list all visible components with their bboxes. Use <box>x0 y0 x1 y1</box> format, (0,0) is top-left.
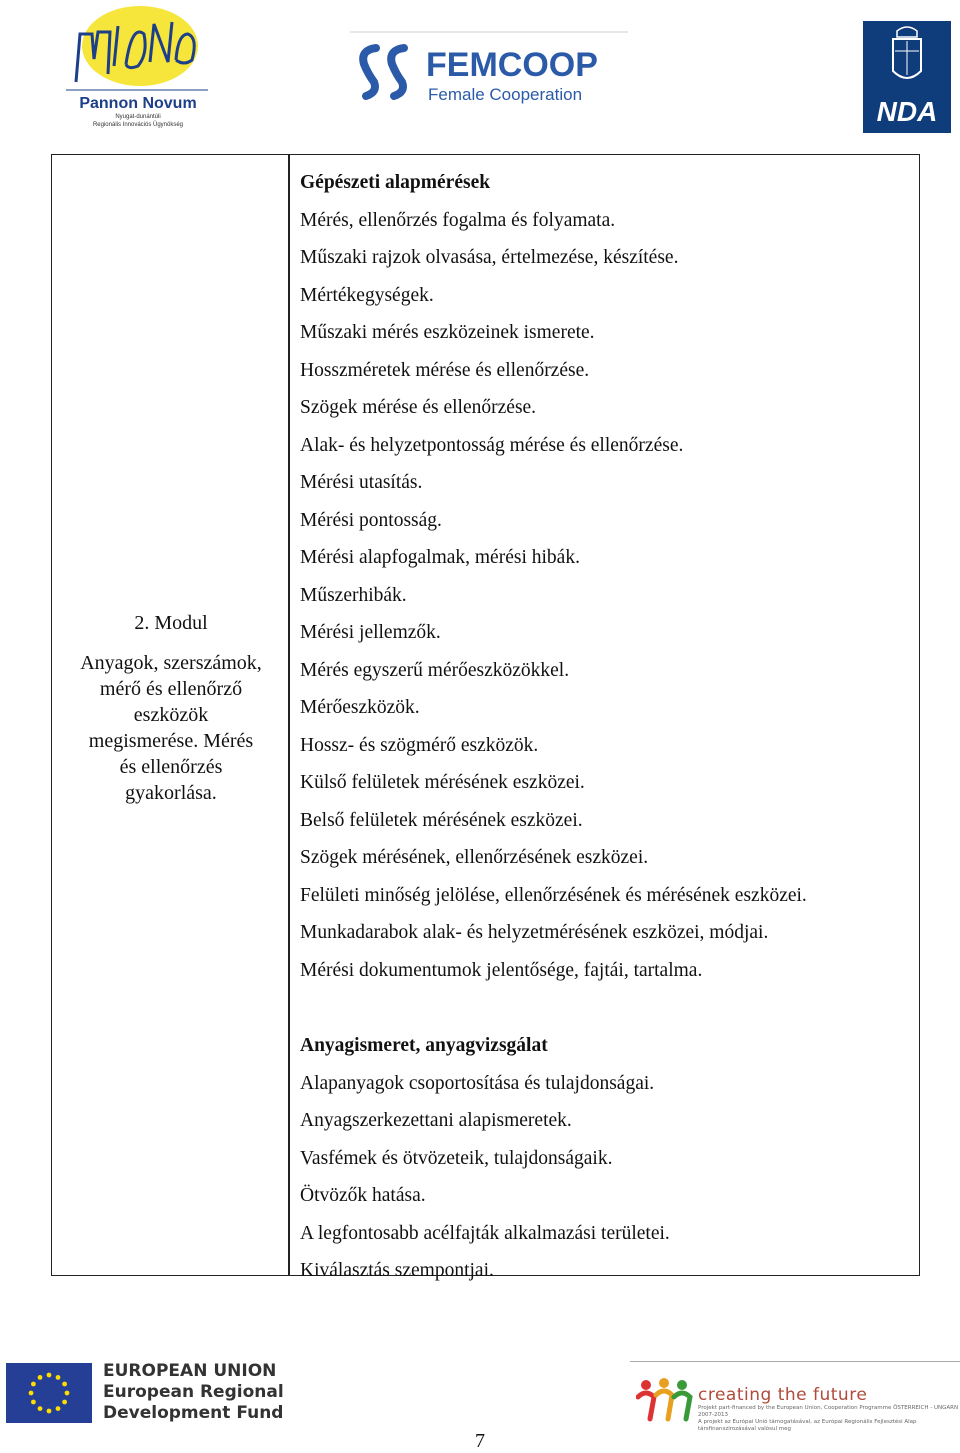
list-item: Mérési utasítás. <box>300 472 423 493</box>
page-number: 7 <box>475 1430 485 1452</box>
content-cell <box>300 164 910 1290</box>
eu-fund-text <box>103 1361 284 1424</box>
femcoop-title: FEMCOOP <box>426 46 598 84</box>
list-item: Anyagszerkezettani alapismeretek. <box>300 1110 572 1131</box>
list-item: Szögek mérése és ellenőrzése. <box>300 397 537 418</box>
eu-line: European Regional <box>103 1382 284 1402</box>
pn-sub1: Nyugat-dunántúli <box>115 114 161 120</box>
list-item: Mérőeszközök. <box>300 697 420 718</box>
list-item: Mérési jellemzők. <box>300 622 441 643</box>
list-item: Műszaki rajzok olvasása, értelmezése, készítése. <box>300 247 679 268</box>
ctf-fineprint-line: A projekt az Európai Unió támogatásával, az Európai Regionális Fejlesztési Alap társfinanszírozásával valósul meg <box>698 1419 917 1432</box>
table-column-divider <box>288 154 290 1276</box>
page-header <box>0 0 960 140</box>
section-title: Anyagismeret, anyagvizsgálat <box>300 1035 548 1056</box>
pannon-novum-logo <box>58 4 218 129</box>
module-cell <box>56 610 286 806</box>
list-item: Mérési pontosság. <box>300 509 442 531</box>
module-label: 2. Modul <box>134 612 208 634</box>
femcoop-sub: Female Cooperation <box>428 85 583 104</box>
list-item: Mérés egyszerű mérőeszközökkel. <box>300 659 570 681</box>
eu-line: Development Fund <box>103 1403 284 1423</box>
list-item: Munkadarabok alak- és helyzetmérésének eszközei, módjai. <box>300 922 769 943</box>
pn-sub2: Regionális Innovációs Ügynökség <box>92 122 184 128</box>
list-item: Hossz- és szögmérő eszközök. <box>300 734 539 756</box>
module-description-line: gyakorlása. <box>125 782 217 804</box>
ctf-fineprint <box>698 1405 960 1433</box>
people-figures-icon <box>636 1375 694 1423</box>
pn-title: Pannon Novum <box>79 95 197 112</box>
list-item: Felületi minőség jelölése, ellenőrzésének és mérésének eszközei. <box>300 884 807 906</box>
list-item: Hosszméretek mérése és ellenőrzése. <box>300 359 590 381</box>
list-item: Kiválasztás szempontjai. <box>300 1260 494 1281</box>
list-item: Mértékegységek. <box>300 284 434 306</box>
list-item: Alak- és helyzetpontosság mérése és ellenőrzése. <box>300 434 684 456</box>
list-item: A legfontosabb acélfajták alkalmazási területei. <box>300 1222 670 1244</box>
femcoop-logo <box>350 30 628 114</box>
nda-logo <box>863 21 951 133</box>
ctf-fineprint-line: Projekt part-financed by the European Union, Cooperation Programme ÖSTERREICH - UNGARN 2007-2013 <box>698 1405 959 1418</box>
module-description-line: Anyagok, szerszámok, <box>80 652 262 674</box>
module-description-line: és ellenőrzés <box>119 756 223 778</box>
list-item: Mérési dokumentumok jelentősége, fajtái, tartalma. <box>300 959 703 981</box>
list-item: Mérési alapfogalmak, mérési hibák. <box>300 547 580 568</box>
ctf-title: creating the future <box>698 1385 868 1405</box>
nda-text: NDA <box>876 96 938 127</box>
module-description-line: megismerése. Mérés <box>88 730 254 752</box>
module-description-line: mérő és ellenőrző <box>99 678 243 700</box>
module-description-line: eszközök <box>133 704 209 726</box>
list-item: Ötvözők hatása. <box>300 1185 426 1206</box>
section-spacer <box>300 989 910 1027</box>
eu-line: EUROPEAN UNION <box>103 1361 277 1381</box>
list-item: Szögek mérésének, ellenőrzésének eszközei. <box>300 847 649 868</box>
eu-flag-icon <box>6 1363 92 1423</box>
ctf-divider <box>630 1361 960 1362</box>
list-item: Vasfémek és ötvözeteik, tulajdonságaik. <box>300 1147 613 1169</box>
section-title: Gépészeti alapmérések <box>300 172 491 193</box>
list-item: Műszaki mérés eszközeinek ismerete. <box>300 322 595 343</box>
list-item: Külső felületek mérésének eszközei. <box>300 772 585 793</box>
list-item: Műszerhibák. <box>300 584 407 606</box>
creating-the-future-logo <box>630 1361 960 1431</box>
list-item: Alapanyagok csoportosítása és tulajdonságai. <box>300 1072 655 1094</box>
list-item: Belső felületek mérésének eszközei. <box>300 809 583 831</box>
list-item: Mérés, ellenőrzés fogalma és folyamata. <box>300 209 616 231</box>
